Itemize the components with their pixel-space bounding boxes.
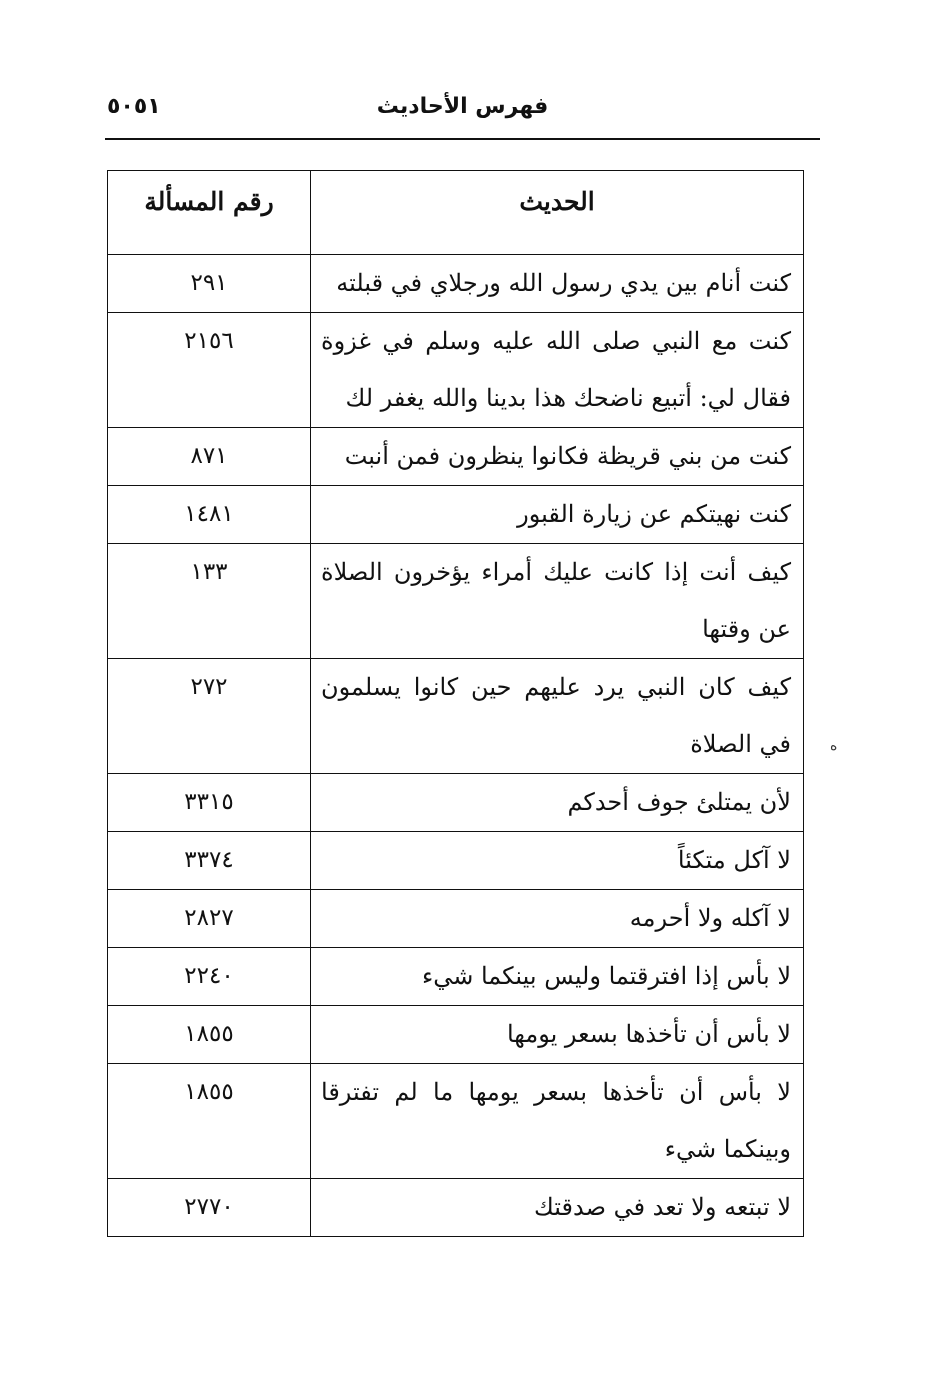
table-row — [108, 1179, 804, 1237]
hadith-text: كيف كان النبي يرد عليهم حين كانوا يسلمون في الصلاة — [311, 659, 804, 774]
hadith-text: كنت نهيتكم عن زيارة القبور — [311, 486, 804, 544]
hadith-text: لا بأس أن تأخذها بسعر يومها ما لم تفترقا وبينكما شيء — [311, 1064, 804, 1179]
page-header — [105, 90, 820, 140]
table-row — [108, 1006, 804, 1064]
issue-number: ٢٧٢ — [108, 659, 311, 774]
table-row — [108, 659, 804, 774]
hadith-index-table — [107, 170, 804, 1237]
hadith-text: لأن يمتلئ جوف أحدكم — [311, 774, 804, 832]
table-row — [108, 1064, 804, 1179]
table-row — [108, 890, 804, 948]
page-number: ٥٠٥١ — [107, 94, 161, 119]
hadith-text: كيف أنت إذا كانت عليك أمراء يؤخرون الصلاة عن وقتها — [311, 544, 804, 659]
table-row — [108, 255, 804, 313]
issue-number: ١٤٨١ — [108, 486, 311, 544]
hadith-text: كنت مع النبي صلى الله عليه وسلم في غزوة فقال لي: أتبيع ناضحك هذا بدينا والله يغفر لك — [311, 313, 804, 428]
issue-number: ٢٩١ — [108, 255, 311, 313]
table-row — [108, 544, 804, 659]
hadith-text: كنت من بني قريظة فكانوا ينظرون فمن أنبت — [311, 428, 804, 486]
column-header-hadith: الحديث — [311, 171, 804, 255]
issue-number: ١٣٣ — [108, 544, 311, 659]
issue-number: ٢٢٤٠ — [108, 948, 311, 1006]
table-header-row — [108, 171, 804, 255]
issue-number: ٢٨٢٧ — [108, 890, 311, 948]
hadith-text: لا آكل متكئاً — [311, 832, 804, 890]
issue-number: ٣٣٧٤ — [108, 832, 311, 890]
page-title: فهرس الأحاديث — [376, 94, 549, 119]
hadith-text: لا بأس أن تأخذها بسعر يومها — [311, 1006, 804, 1064]
margin-mark: ه — [830, 738, 838, 754]
hadith-text: لا بأس إذا افترقتما وليس بينكما شيء — [311, 948, 804, 1006]
table-row — [108, 313, 804, 428]
hadith-text: كنت أنام بين يدي رسول الله ورجلاي في قبلته — [311, 255, 804, 313]
table-row — [108, 832, 804, 890]
table-row — [108, 774, 804, 832]
column-header-number: رقم المسألة — [108, 171, 311, 255]
hadith-text: لا آكله ولا أحرمه — [311, 890, 804, 948]
issue-number: ٢٧٧٠ — [108, 1179, 311, 1237]
table-row — [108, 428, 804, 486]
issue-number: ١٨٥٥ — [108, 1064, 311, 1179]
issue-number: ٢١٥٦ — [108, 313, 311, 428]
hadith-text: لا تبتعه ولا تعد في صدقتك — [311, 1179, 804, 1237]
table-row — [108, 486, 804, 544]
table-row — [108, 948, 804, 1006]
issue-number: ٣٣١٥ — [108, 774, 311, 832]
issue-number: ١٨٥٥ — [108, 1006, 311, 1064]
issue-number: ٨٧١ — [108, 428, 311, 486]
